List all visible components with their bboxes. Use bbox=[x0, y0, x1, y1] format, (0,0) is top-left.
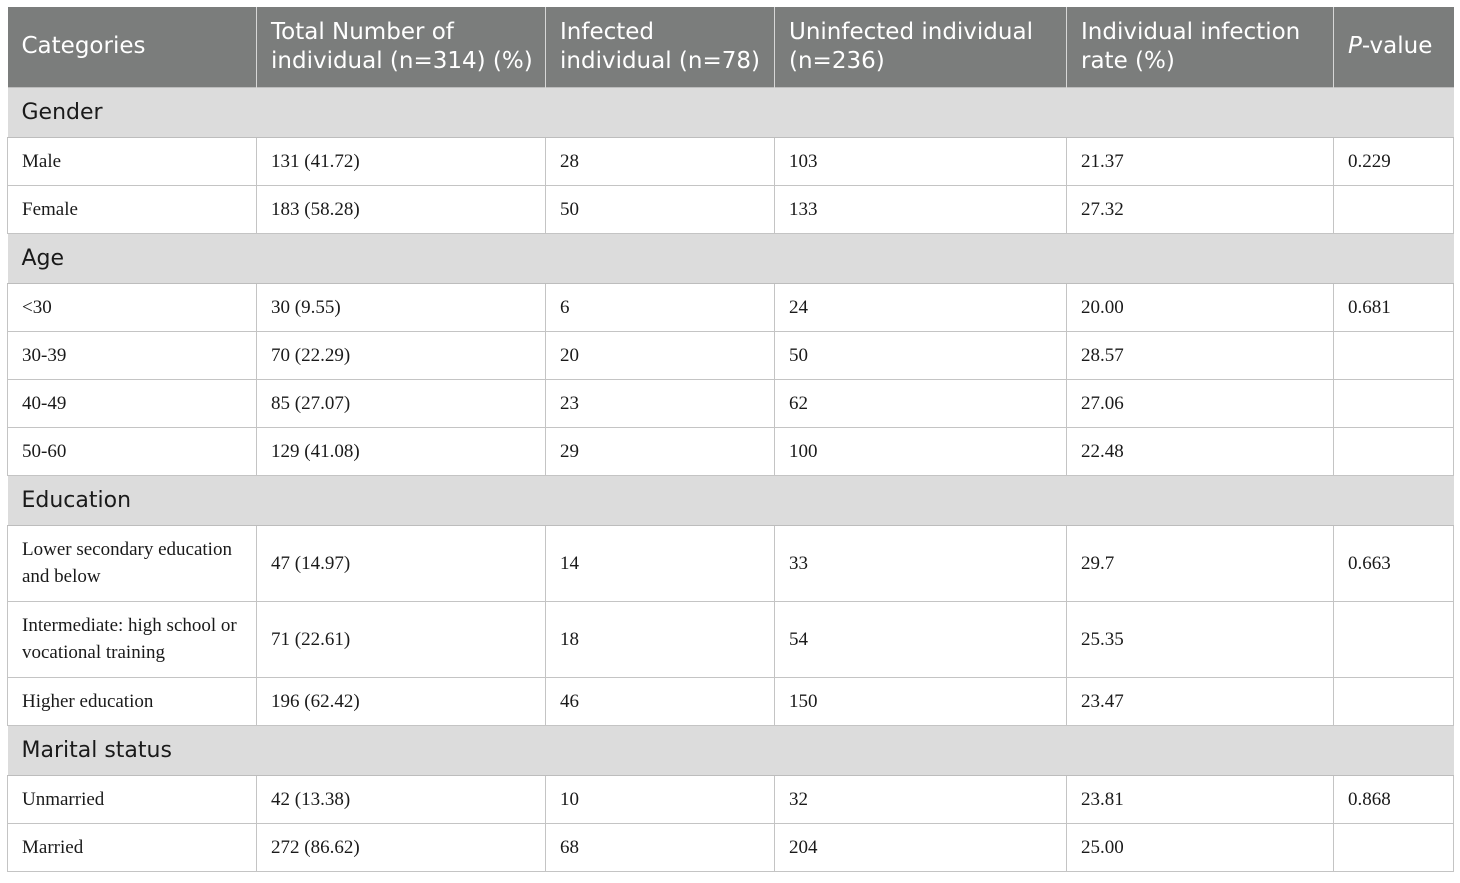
header-pvalue-rest: -value bbox=[1361, 33, 1433, 60]
cell-total: 131 (41.72) bbox=[257, 137, 546, 185]
cell-rate: 27.32 bbox=[1067, 185, 1334, 233]
header-infected: Infected individual (n=78) bbox=[546, 7, 775, 87]
section-row bbox=[8, 475, 1454, 525]
cell-rate: 25.35 bbox=[1067, 601, 1334, 677]
cell-pvalue bbox=[1334, 331, 1454, 379]
cell-category: Higher education bbox=[8, 677, 257, 725]
table-row bbox=[8, 283, 1454, 331]
cell-pvalue: 0.681 bbox=[1334, 283, 1454, 331]
cell-total: 70 (22.29) bbox=[257, 331, 546, 379]
cell-uninfected: 133 bbox=[775, 185, 1067, 233]
cell-uninfected: 103 bbox=[775, 137, 1067, 185]
cell-total: 196 (62.42) bbox=[257, 677, 546, 725]
cell-total: 71 (22.61) bbox=[257, 601, 546, 677]
cell-category: 40-49 bbox=[8, 379, 257, 427]
header-uninfected: Uninfected individual (n=236) bbox=[775, 7, 1067, 87]
cell-pvalue bbox=[1334, 601, 1454, 677]
cell-rate: 27.06 bbox=[1067, 379, 1334, 427]
cell-infected: 14 bbox=[546, 525, 775, 601]
section-title: Age bbox=[8, 233, 1454, 283]
cell-rate: 20.00 bbox=[1067, 283, 1334, 331]
cell-rate: 29.7 bbox=[1067, 525, 1334, 601]
cell-pvalue: 0.663 bbox=[1334, 525, 1454, 601]
cell-pvalue bbox=[1334, 427, 1454, 475]
table-row bbox=[8, 137, 1454, 185]
section-row bbox=[8, 87, 1454, 137]
table-row bbox=[8, 379, 1454, 427]
cell-infected: 10 bbox=[546, 775, 775, 823]
cell-total: 85 (27.07) bbox=[257, 379, 546, 427]
cell-uninfected: 32 bbox=[775, 775, 1067, 823]
table-row bbox=[8, 331, 1454, 379]
section-title: Marital status bbox=[8, 725, 1454, 775]
table-row bbox=[8, 427, 1454, 475]
cell-pvalue: 0.868 bbox=[1334, 775, 1454, 823]
cell-rate: 28.57 bbox=[1067, 331, 1334, 379]
cell-category: 50-60 bbox=[8, 427, 257, 475]
cell-category: 30-39 bbox=[8, 331, 257, 379]
cell-uninfected: 62 bbox=[775, 379, 1067, 427]
cell-total: 129 (41.08) bbox=[257, 427, 546, 475]
table-row bbox=[8, 525, 1454, 601]
cell-category: Unmarried bbox=[8, 775, 257, 823]
cell-infected: 18 bbox=[546, 601, 775, 677]
table-row bbox=[8, 601, 1454, 677]
cell-pvalue bbox=[1334, 185, 1454, 233]
cell-uninfected: 150 bbox=[775, 677, 1067, 725]
cell-category: Married bbox=[8, 823, 257, 871]
section-title: Gender bbox=[8, 87, 1454, 137]
section-row bbox=[8, 233, 1454, 283]
cell-category: Female bbox=[8, 185, 257, 233]
cell-uninfected: 100 bbox=[775, 427, 1067, 475]
table-body bbox=[8, 87, 1454, 871]
header-pvalue-italic: P bbox=[1348, 33, 1362, 60]
cell-rate: 23.47 bbox=[1067, 677, 1334, 725]
cell-infected: 23 bbox=[546, 379, 775, 427]
header-pvalue bbox=[1334, 7, 1454, 87]
table-row bbox=[8, 823, 1454, 871]
cell-total: 272 (86.62) bbox=[257, 823, 546, 871]
cell-uninfected: 54 bbox=[775, 601, 1067, 677]
cell-infected: 68 bbox=[546, 823, 775, 871]
cell-total: 30 (9.55) bbox=[257, 283, 546, 331]
cell-uninfected: 50 bbox=[775, 331, 1067, 379]
cell-rate: 25.00 bbox=[1067, 823, 1334, 871]
header-total: Total Number of individual (n=314) (%) bbox=[257, 7, 546, 87]
table-row bbox=[8, 677, 1454, 725]
cell-infected: 6 bbox=[546, 283, 775, 331]
cell-rate: 21.37 bbox=[1067, 137, 1334, 185]
header-categories: Categories bbox=[8, 7, 257, 87]
cell-pvalue: 0.229 bbox=[1334, 137, 1454, 185]
section-row bbox=[8, 725, 1454, 775]
cell-rate: 23.81 bbox=[1067, 775, 1334, 823]
cell-uninfected: 33 bbox=[775, 525, 1067, 601]
cell-category: <30 bbox=[8, 283, 257, 331]
table-row bbox=[8, 185, 1454, 233]
cell-infected: 46 bbox=[546, 677, 775, 725]
table-row bbox=[8, 775, 1454, 823]
cell-infected: 28 bbox=[546, 137, 775, 185]
cell-pvalue bbox=[1334, 823, 1454, 871]
cell-category: Lower secondary education and below bbox=[8, 525, 257, 601]
header-row bbox=[8, 7, 1454, 87]
cell-rate: 22.48 bbox=[1067, 427, 1334, 475]
cell-infected: 50 bbox=[546, 185, 775, 233]
cell-infected: 20 bbox=[546, 331, 775, 379]
cell-pvalue bbox=[1334, 379, 1454, 427]
cell-total: 42 (13.38) bbox=[257, 775, 546, 823]
cell-total: 47 (14.97) bbox=[257, 525, 546, 601]
cell-uninfected: 24 bbox=[775, 283, 1067, 331]
cell-uninfected: 204 bbox=[775, 823, 1067, 871]
cell-total: 183 (58.28) bbox=[257, 185, 546, 233]
cell-category: Male bbox=[8, 137, 257, 185]
cell-category: Intermediate: high school or vocational training bbox=[8, 601, 257, 677]
data-table bbox=[7, 7, 1454, 872]
cell-infected: 29 bbox=[546, 427, 775, 475]
table-header bbox=[8, 7, 1454, 87]
header-rate: Individual infection rate (%) bbox=[1067, 7, 1334, 87]
cell-pvalue bbox=[1334, 677, 1454, 725]
section-title: Education bbox=[8, 475, 1454, 525]
table-container bbox=[7, 7, 1453, 872]
